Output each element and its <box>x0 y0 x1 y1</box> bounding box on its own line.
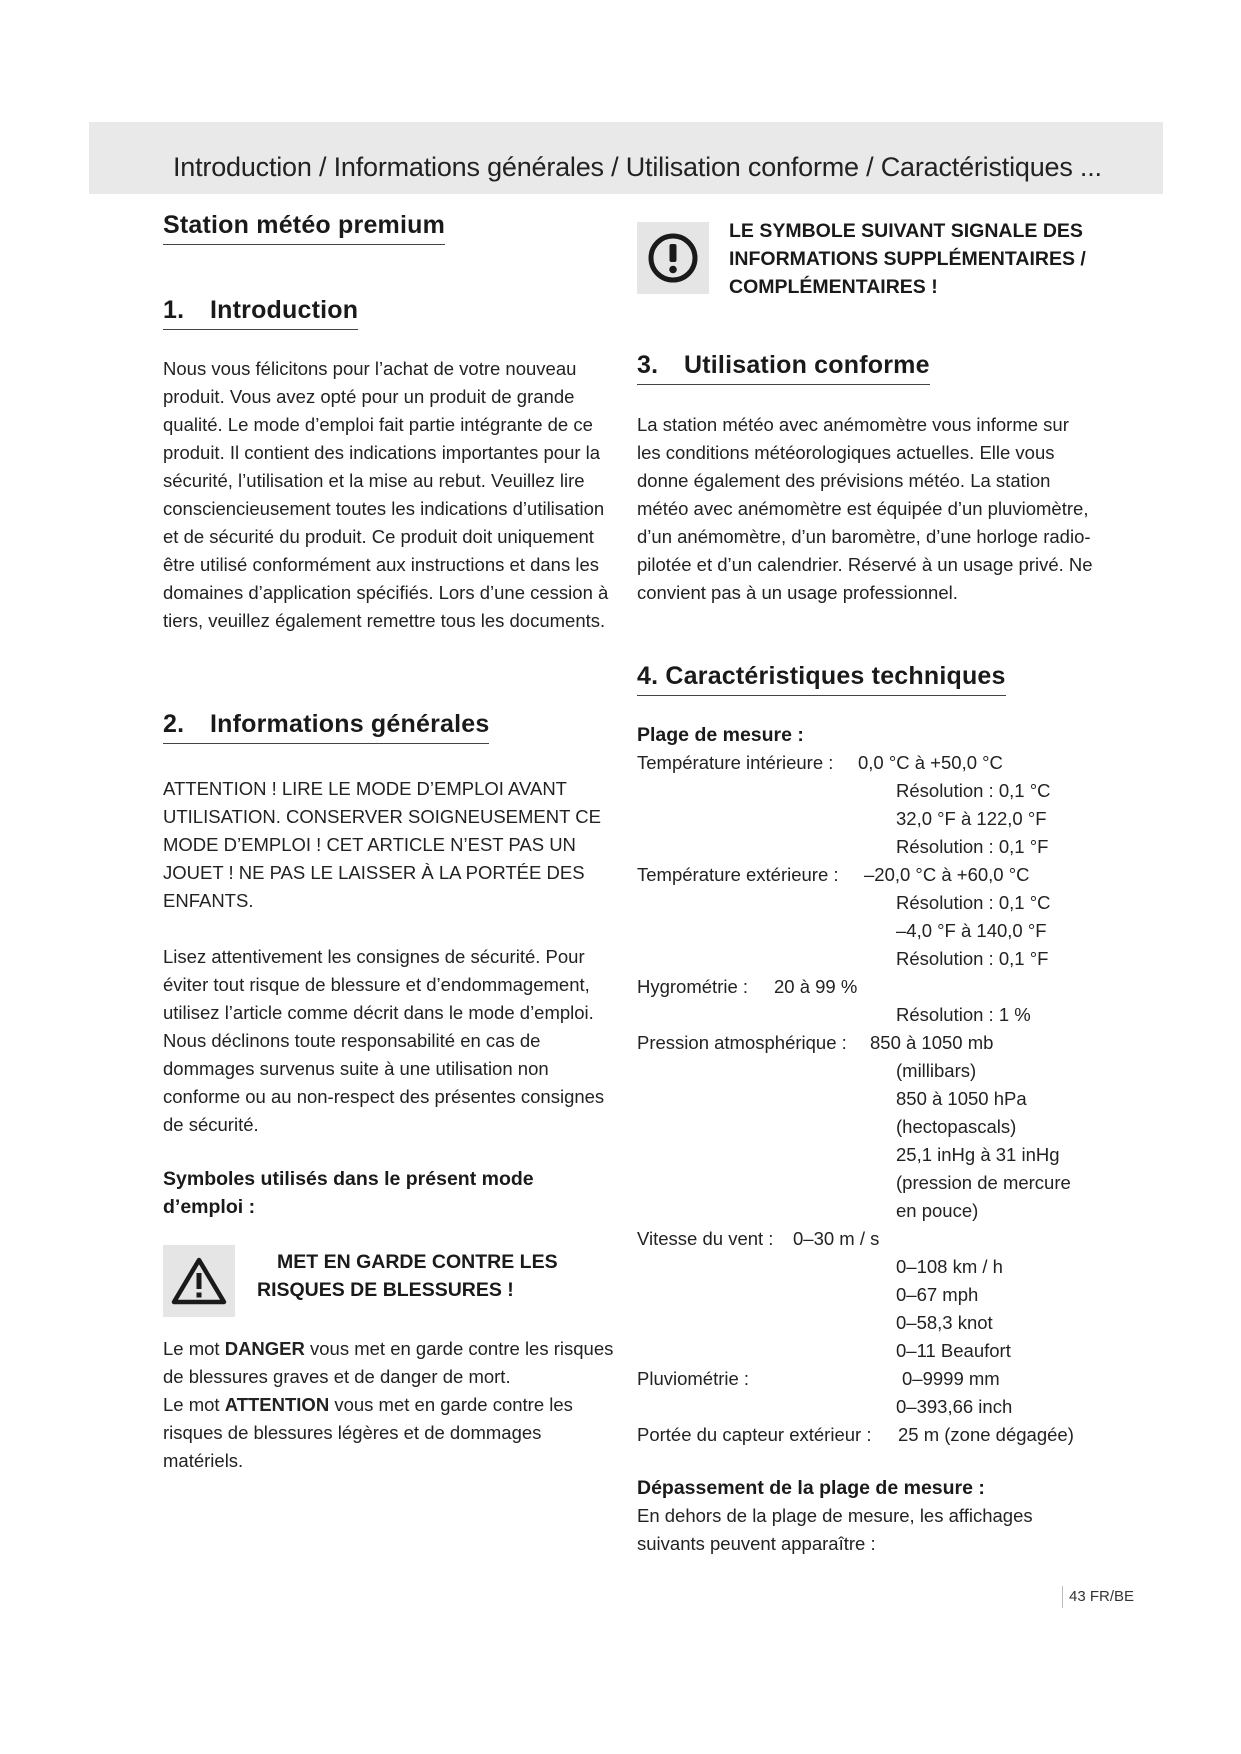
temp-in-label: Température intérieure : <box>637 752 834 773</box>
overrange-text: En dehors de la plage de mesure, les affichages suivants peuvent apparaître : <box>637 1505 1033 1554</box>
pressure-hpa: 850 à 1050 hPa <box>896 1088 1027 1109</box>
rain-mm: 0–9999 mm <box>902 1368 1000 1389</box>
danger-prefix: Le mot <box>163 1338 225 1359</box>
product-title: Station météo premium <box>163 211 445 245</box>
attention-definition <box>163 1391 615 1475</box>
section-4-heading <box>637 662 1006 696</box>
hygrometry-label: Hygrométrie : <box>637 976 749 997</box>
wind-ms: 0–30 m / s <box>793 1228 880 1249</box>
section-2-title: Informations générales <box>210 710 490 738</box>
temp-out-res-c: Résolution : 0,1 °C <box>896 892 1051 913</box>
hygrometry-value: 20 à 99 % <box>774 976 858 997</box>
warning-triangle-icon <box>171 1256 227 1306</box>
info-symbol-description: LE SYMBOLE SUIVANT SIGNALE DES INFORMATIONS SUPPLÉMENTAIRES / COMPLÉMENTAIRES ! <box>729 220 1086 298</box>
section-4-title: Caractéristiques techniques <box>665 662 1006 690</box>
section-2-heading <box>163 710 489 744</box>
sensor-range-value: 25 m (zone dégagée) <box>898 1424 1074 1445</box>
section-2-text: Lisez attentivement les consignes de sécurité. Pour éviter tout risque de blessure et d’endommagement, utilisez l’article comme décrit dans le mode d’emploi. Nous déclinons toute responsabilité en cas de dommages survenus suite à une utilisation non conforme ou au non-respect des présentes consignes de sécurité. <box>163 946 605 1135</box>
wind-mph: 0–67 mph <box>896 1284 979 1305</box>
temp-in-res-c: Résolution : 0,1 °C <box>896 780 1051 801</box>
wind-beaufort: 0–11 Beaufort <box>896 1340 1011 1361</box>
section-3-heading <box>637 351 930 385</box>
page-header-title: Introduction / Informations générales / Utilisation conforme / Caractéristiques ... <box>173 152 1102 182</box>
attention-word: ATTENTION <box>224 1394 330 1415</box>
pressure-inhg-unit-2: en pouce) <box>896 1200 979 1221</box>
section-4-number: 4. <box>637 662 659 690</box>
temp-out-res-f: Résolution : 0,1 °F <box>896 948 1049 969</box>
header-band <box>89 122 1163 194</box>
info-symbol-box <box>637 222 709 294</box>
attention-suffix: vous met en garde contre les risques de blessures légères et de dommages matériels. <box>163 1394 573 1471</box>
pressure-inhg-unit-1: (pression de mercure <box>896 1172 1071 1193</box>
pressure-label: Pression atmosphérique : <box>637 1032 847 1053</box>
danger-word: DANGER <box>224 1338 305 1359</box>
language-code: FR/BE <box>1089 1588 1135 1605</box>
hygrometry-res: Résolution : 1 % <box>896 1004 1031 1025</box>
section-1-number: 1. <box>163 296 185 324</box>
pressure-mb-unit: (millibars) <box>896 1060 977 1081</box>
pressure-hpa-unit: (hectopascals) <box>896 1116 1017 1137</box>
temp-out-fahrenheit: –4,0 °F à 140,0 °F <box>896 920 1047 941</box>
section-3-title: Utilisation conforme <box>684 351 930 379</box>
section-2-number: 2. <box>163 710 185 738</box>
safety-warning-text: ATTENTION ! LIRE LE MODE D’EMPLOI AVANT UTILISATION. CONSERVER SOIGNEUSEMENT CE MODE D’EMPLOI ! CET ARTICLE N’EST PAS UN JOUET ! NE PAS LE LAISSER À LA PORTÉE DES ENFANTS. <box>163 778 601 911</box>
warning-triangle-box <box>163 1245 235 1317</box>
sensor-range-label: Portée du capteur extérieur : <box>637 1424 872 1445</box>
rain-inch: 0–393,66 inch <box>896 1396 1013 1417</box>
danger-definition <box>163 1335 615 1391</box>
section-1-heading <box>163 296 358 330</box>
warning-symbol-description: MET EN GARDE CONTRE LES RISQUES DE BLESSURES ! <box>257 1251 558 1301</box>
wind-knot: 0–58,3 knot <box>896 1312 993 1333</box>
exclamation-circle-icon <box>646 231 700 285</box>
page-number: 43 <box>1069 1588 1086 1605</box>
wind-kmh: 0–108 km / h <box>896 1256 1003 1277</box>
measurement-range-heading: Plage de mesure : <box>637 724 804 746</box>
temp-in-fahrenheit: 32,0 °F à 122,0 °F <box>896 808 1047 829</box>
temp-in-celsius: 0,0 °C à +50,0 °C <box>858 752 1003 773</box>
temp-in-res-f: Résolution : 0,1 °F <box>896 836 1049 857</box>
section-3-number: 3. <box>637 351 659 379</box>
symbols-heading: Symboles utilisés dans le présent mode d’emploi : <box>163 1168 534 1218</box>
temp-out-celsius: –20,0 °C à +60,0 °C <box>864 864 1030 885</box>
temp-out-label: Température extérieure : <box>637 864 839 885</box>
section-1-title: Introduction <box>210 296 359 324</box>
pressure-inhg: 25,1 inHg à 31 inHg <box>896 1144 1060 1165</box>
rain-label: Pluviométrie : <box>637 1368 750 1389</box>
pressure-mb: 850 à 1050 mb <box>870 1032 994 1053</box>
attention-prefix: Le mot <box>163 1394 225 1415</box>
overrange-heading: Dépassement de la plage de mesure : <box>637 1477 985 1499</box>
wind-label: Vitesse du vent : <box>637 1228 774 1249</box>
section-1-text: Nous vous félicitons pour l’achat de votre nouveau produit. Vous avez opté pour un produit de grande qualité. Le mode d’emploi fait partie intégrante de ce produit. Il contient des indications importantes pour la sécurité, l’utilisation et la mise au rebut. Veuillez lire consciencieusement toutes les indications d’utilisation et de sécurité du produit. Ce produit doit uniquement être utilisé conformément aux instructions et dans les domaines d’application spécifiés. Lors d’une cession à tiers, veuillez également remettre tous les documents. <box>163 358 609 631</box>
page-footer <box>1062 1586 1134 1608</box>
section-3-text: La station météo avec anémomètre vous informe sur les conditions météorologiques actuelles. Elle vous donne également des prévisions météo. La station météo avec anémomètre est équipée d’un pluviomètre, d’un anémomètre, d’un baromètre, d’une horloge radio-pilotée et d’un calendrier. Réservé à un usage privé. Ne convient pas à un usage professionnel. <box>637 414 1093 603</box>
danger-suffix: vous met en garde contre les risques de blessures graves et de danger de mort. <box>163 1338 614 1387</box>
